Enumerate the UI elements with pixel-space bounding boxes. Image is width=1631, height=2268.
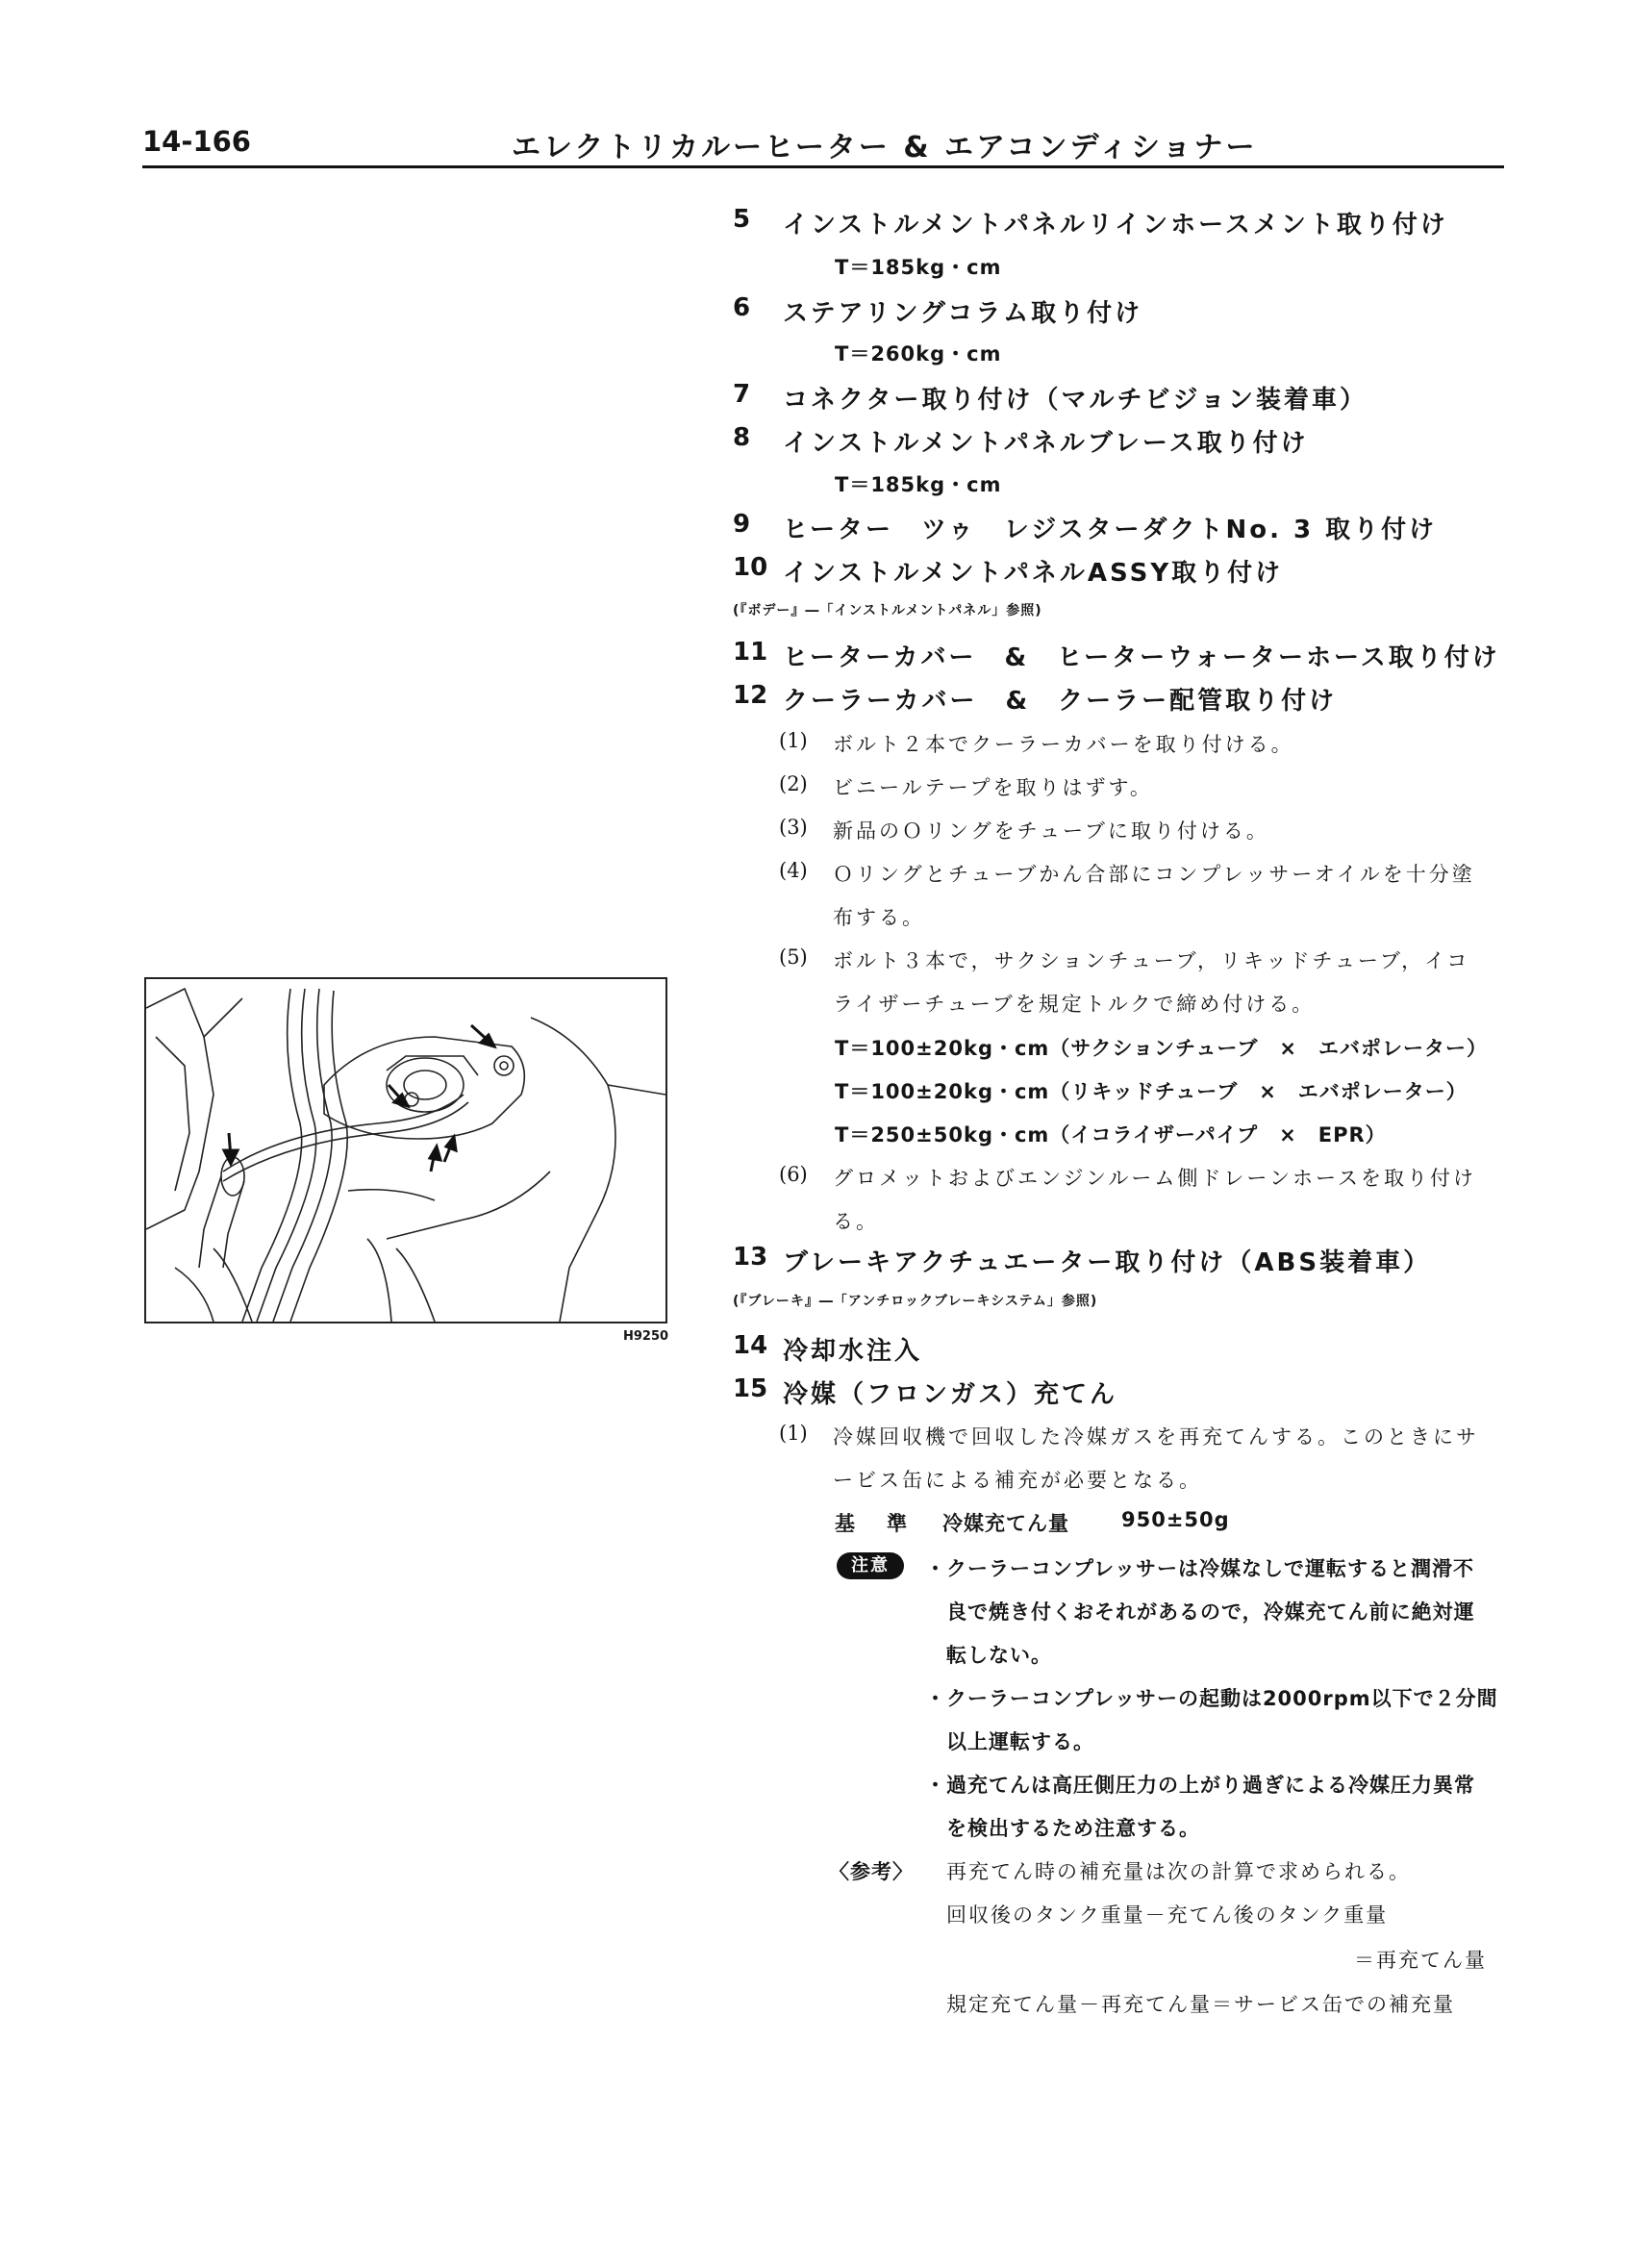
standard-value: 950±50g bbox=[1121, 1508, 1230, 1531]
step-text: コネクター取り付け（マルチビジョン装着車） bbox=[783, 386, 1368, 415]
caution-text: 以上運転する。 bbox=[946, 1730, 1094, 1753]
caution-text: を検出するため注意する。 bbox=[946, 1817, 1200, 1840]
step-number: 11 bbox=[733, 638, 768, 667]
figure-code: H9250 bbox=[623, 1329, 669, 1344]
caution-badge: 注意 bbox=[837, 1552, 904, 1579]
torque-value: T＝185kg・cm bbox=[835, 256, 1002, 279]
standard-item: 冷媒充てん量 bbox=[942, 1512, 1069, 1535]
installation-figure bbox=[144, 977, 667, 1323]
header-rule bbox=[142, 165, 1504, 168]
sub-step-number: (4) bbox=[779, 859, 808, 882]
reference-text: 回収後のタンク重量－充てん後のタンク重量 bbox=[946, 1903, 1389, 1927]
step-text: インストルメントパネルブレース取り付け bbox=[783, 429, 1309, 458]
step-text: 冷媒（フロンガス）充てん bbox=[783, 1380, 1118, 1409]
caution-text: ・過充てんは高圧側圧力の上がり過ぎによる冷媒圧力異常 bbox=[925, 1774, 1475, 1797]
caution-text: 転しない。 bbox=[946, 1644, 1052, 1667]
torque-value: T＝250±50kg・cm（イコライザーパイプ × EPR） bbox=[835, 1123, 1387, 1147]
step-text: インストルメントパネルリインホースメント取り付け bbox=[783, 211, 1448, 239]
sub-step-text: Ｏリングとチューブかん合部にコンプレッサーオイルを十分塗 bbox=[833, 863, 1475, 886]
sub-step-text: ライザーチューブを規定トルクで締め付ける。 bbox=[833, 993, 1316, 1016]
step-number: 9 bbox=[733, 510, 751, 539]
step-number: 7 bbox=[733, 380, 751, 409]
sub-step-text: ビニールテープを取りはずす。 bbox=[833, 776, 1153, 799]
step-number: 8 bbox=[733, 423, 751, 452]
step-number: 6 bbox=[733, 293, 751, 322]
torque-value: T＝100±20kg・cm（リキッドチューブ × エバポレーター） bbox=[835, 1080, 1468, 1103]
reference-note: (『ボデー』―「インストルメントパネル」参照) bbox=[733, 603, 1042, 618]
torque-value: T＝100±20kg・cm（サクションチューブ × エバポレーター） bbox=[835, 1037, 1488, 1060]
torque-value: T＝185kg・cm bbox=[835, 473, 1002, 496]
sub-step-number: (6) bbox=[779, 1163, 808, 1186]
sub-step-text: ボルト２本でクーラーカバーを取り付ける。 bbox=[833, 733, 1294, 756]
step-text: インストルメントパネルASSY取り付け bbox=[783, 559, 1284, 588]
caution-text: 良で焼き付くおそれがあるので，冷媒充てん前に絶対運 bbox=[946, 1600, 1475, 1624]
step-text: ステアリングコラム取り付け bbox=[783, 299, 1143, 328]
sub-step-text: る。 bbox=[833, 1210, 879, 1233]
sub-step-text: ービス缶による補充が必要となる。 bbox=[833, 1469, 1202, 1492]
step-text: ヒーター ツゥ レジスターダクトNo. 3 取り付け bbox=[783, 516, 1438, 544]
sub-step-text: 冷媒回収機で回収した冷媒ガスを再充てんする。このときにサ bbox=[833, 1425, 1479, 1449]
sub-step-text: 新品のＯリングをチューブに取り付ける。 bbox=[833, 819, 1269, 843]
step-text: ヒーターカバー & ヒーターウォーターホース取り付け bbox=[783, 643, 1500, 672]
sub-step-number: (2) bbox=[779, 772, 808, 795]
sub-step-text: グロメットおよびエンジンルーム側ドレーンホースを取り付け bbox=[833, 1167, 1476, 1190]
sub-step-number: (5) bbox=[779, 945, 808, 969]
step-number: 13 bbox=[733, 1243, 768, 1272]
step-number: 14 bbox=[733, 1331, 768, 1360]
figure-drawing bbox=[146, 979, 665, 1322]
sub-step-text: ボルト３本で，サクションチューブ，リキッドチューブ，イコ bbox=[833, 949, 1470, 972]
reference-note: (『ブレーキ』―「アンチロックブレーキシステム」参照) bbox=[733, 1294, 1098, 1309]
standard-label: 基 準 bbox=[835, 1512, 913, 1535]
step-text: クーラーカバー & クーラー配管取り付け bbox=[783, 687, 1338, 716]
caution-text: ・クーラーコンプレッサーは冷媒なしで運転すると潤滑不 bbox=[925, 1557, 1474, 1580]
sub-step-number: (3) bbox=[779, 816, 808, 839]
step-number: 15 bbox=[733, 1374, 768, 1403]
step-text: 冷却水注入 bbox=[783, 1337, 923, 1366]
sub-step-text: 布する。 bbox=[833, 906, 925, 929]
step-number: 10 bbox=[733, 553, 768, 582]
page-number: 14-166 bbox=[142, 125, 251, 158]
torque-value: T＝260kg・cm bbox=[835, 342, 1002, 365]
step-number: 5 bbox=[733, 205, 751, 234]
reference-text: 規定充てん量－再充てん量＝サービス缶での補充量 bbox=[946, 1993, 1455, 2016]
step-number: 12 bbox=[733, 681, 768, 710]
page-title: エレクトリカルーヒーター & エアコンディショナー bbox=[512, 131, 1258, 164]
step-text: ブレーキアクチュエーター取り付け（ABS装着車） bbox=[783, 1248, 1432, 1277]
sub-step-number: (1) bbox=[779, 1422, 808, 1445]
reference-text: 再充てん時の補充量は次の計算で求められる。 bbox=[946, 1860, 1411, 1883]
caution-text: ・クーラーコンプレッサーの起動は2000rpm以下で２分間 bbox=[925, 1687, 1498, 1710]
sub-step-number: (1) bbox=[779, 729, 808, 752]
reference-label: 〈参考〉 bbox=[829, 1860, 914, 1883]
reference-text: ＝再充てん量 bbox=[1354, 1949, 1487, 1972]
